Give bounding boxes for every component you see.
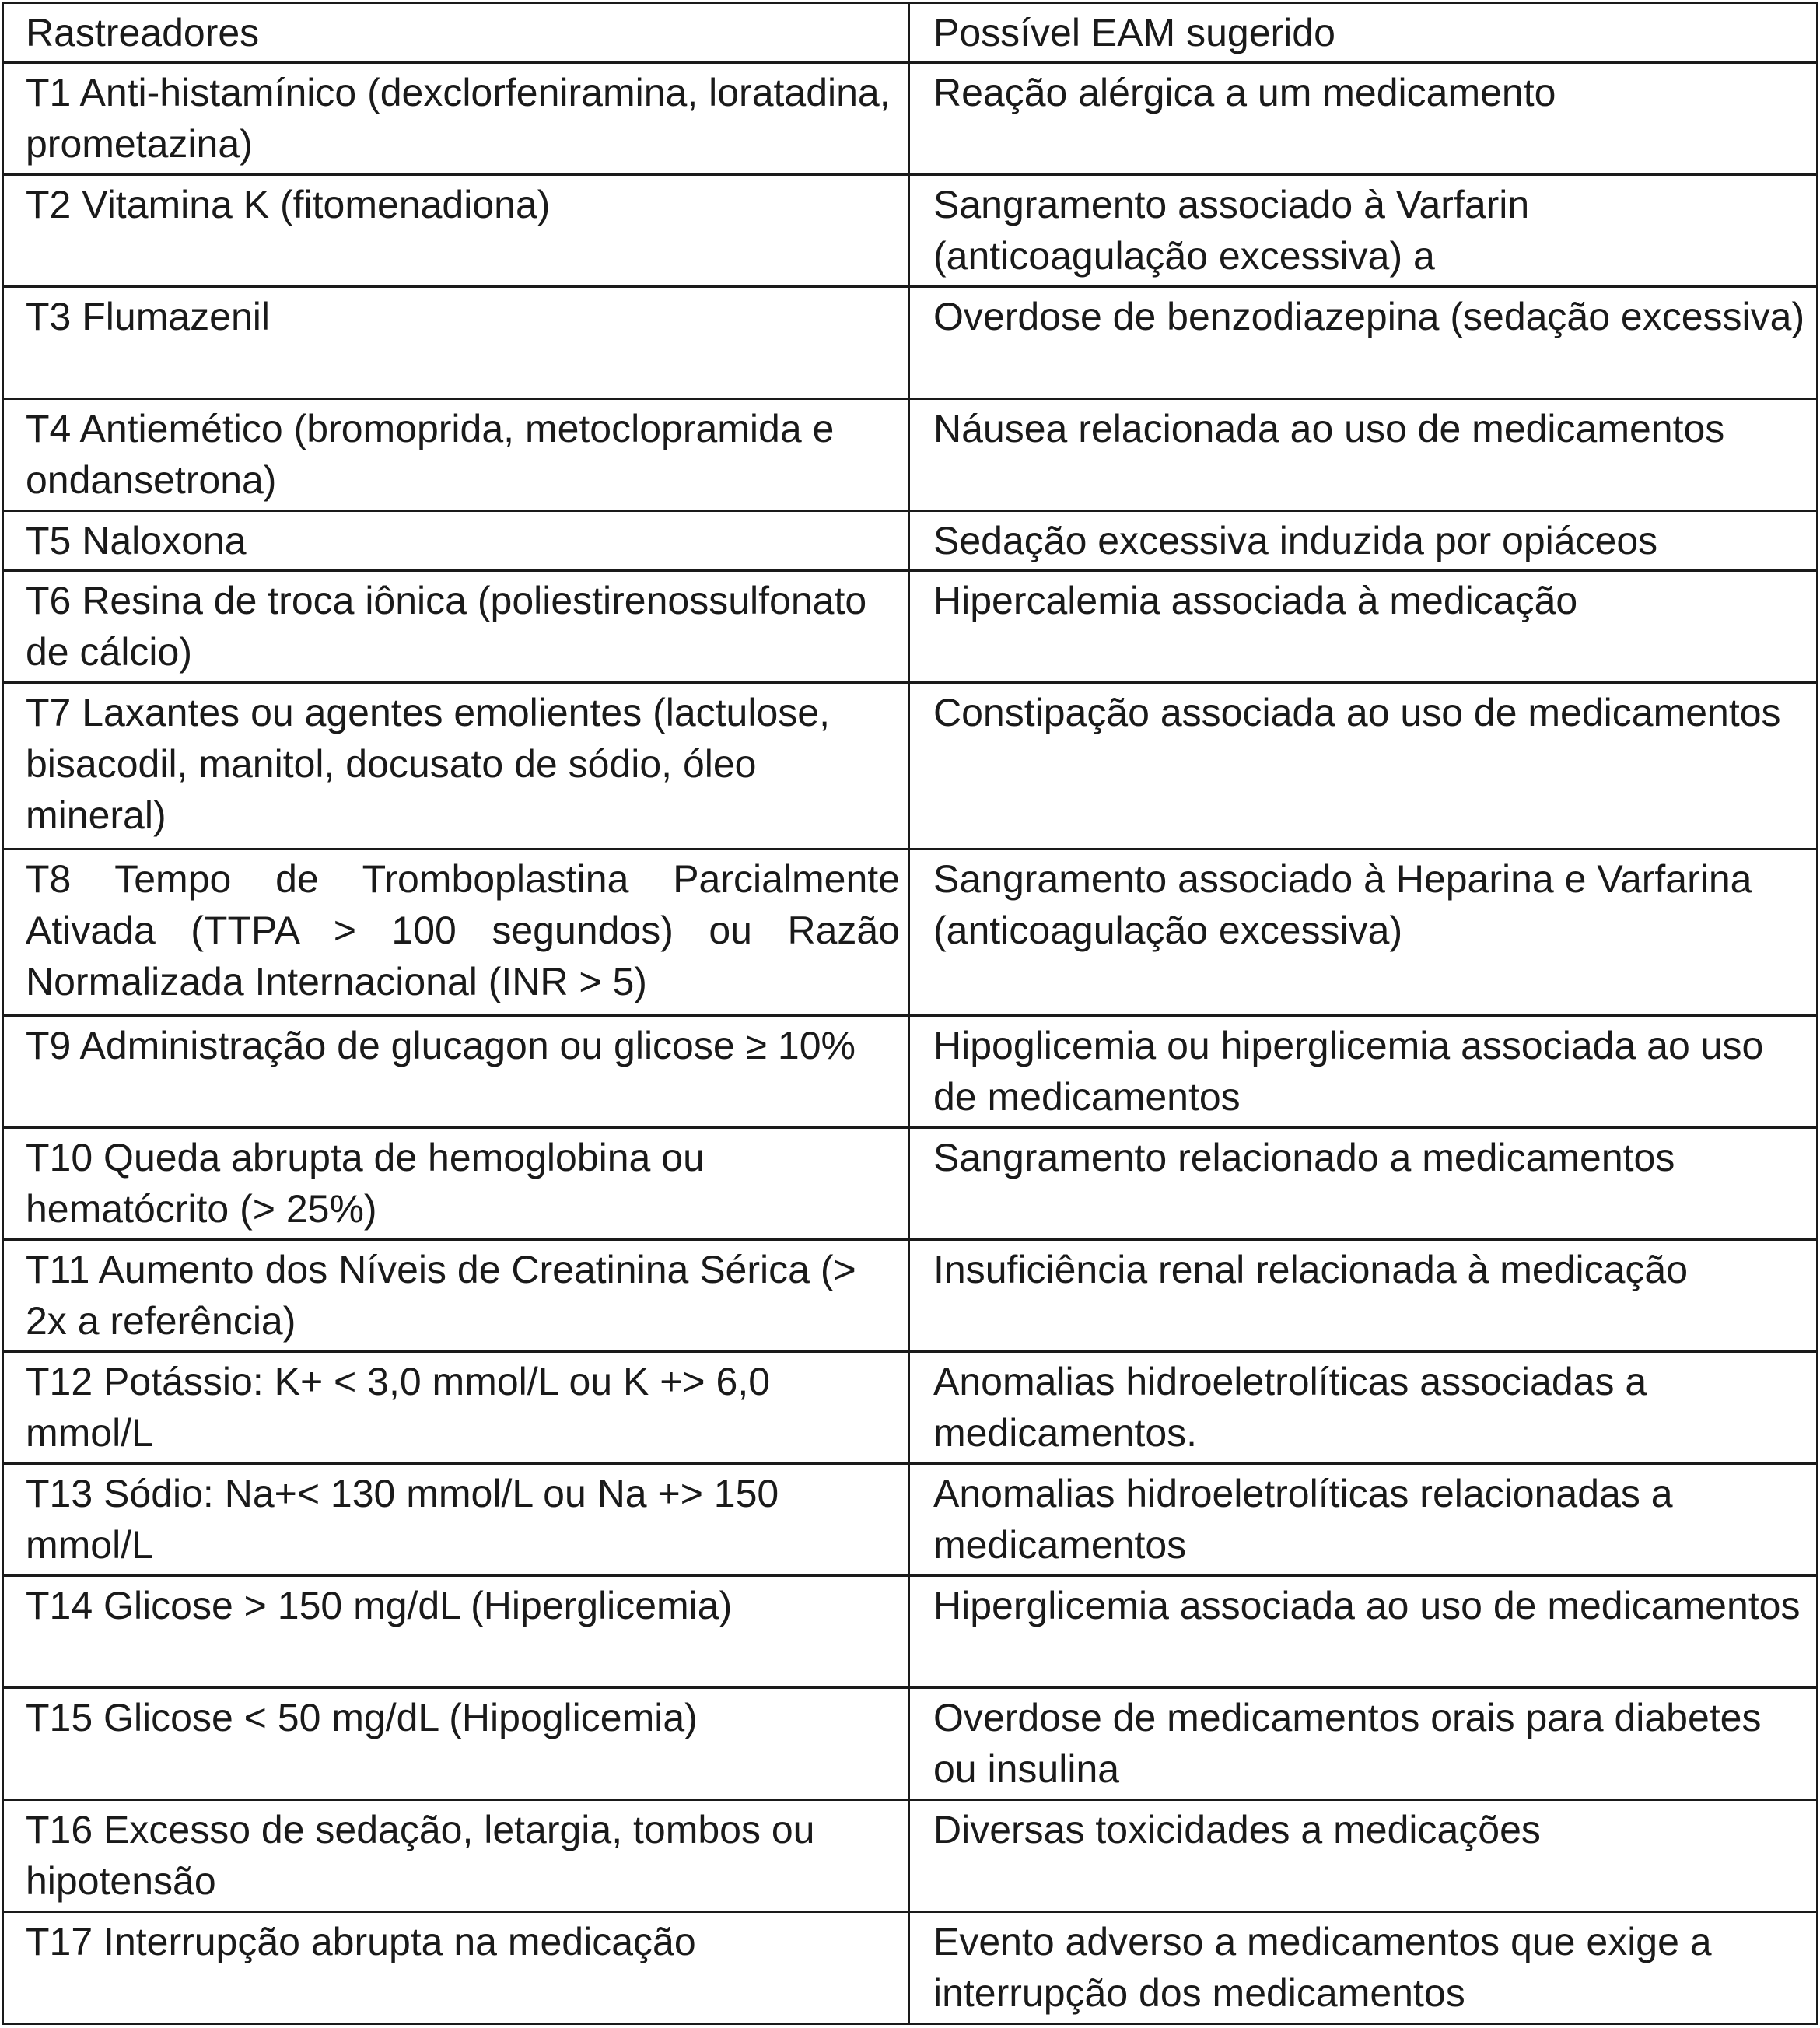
table-row (3, 1912, 1818, 2024)
event-text: Hipercalemia associada à medicação (933, 579, 1578, 622)
event-cell (909, 1128, 1818, 1240)
trigger-text: T8 Tempo de Tromboplastina Parcialmente Ativada (TTPA > 100 segundos) ou Razão Normalizada Internacional (INR > 5) (26, 857, 900, 1003)
header-trigger (3, 3, 909, 63)
table-row (3, 511, 1818, 571)
trigger-text: T17 Interrupção abrupta na medicação (26, 1920, 696, 1963)
event-cell (909, 571, 1818, 683)
event-cell (909, 287, 1818, 399)
trigger-cell (3, 1016, 909, 1128)
event-text: Overdose de medicamentos orais para diabetes ou insulina (933, 1696, 1762, 1791)
event-cell (909, 511, 1818, 571)
event-text: Overdose de benzodiazepina (sedação excessiva) (933, 295, 1805, 338)
trigger-cell (3, 287, 909, 399)
trigger-text: T10 Queda abrupta de hemoglobina ou hematócrito (> 25%) (26, 1136, 705, 1231)
event-cell (909, 1800, 1818, 1912)
trigger-text: T5 Naloxona (26, 519, 247, 562)
table-row (3, 1016, 1818, 1128)
event-cell (909, 1240, 1818, 1352)
event-text: Constipação associada ao uso de medicamentos (933, 691, 1781, 734)
table-row (3, 1240, 1818, 1352)
trigger-cell (3, 1352, 909, 1464)
table-row (3, 1800, 1818, 1912)
event-cell (909, 399, 1818, 511)
event-cell (909, 1352, 1818, 1464)
event-text: Sedação excessiva induzida por opiáceos (933, 519, 1658, 562)
event-text: Diversas toxicidades a medicações (933, 1808, 1541, 1851)
table-row (3, 849, 1818, 1016)
table-row (3, 1464, 1818, 1576)
event-text: Reação alérgica a um medicamento (933, 71, 1556, 114)
table-row (3, 1576, 1818, 1688)
trigger-cell (3, 683, 909, 849)
trigger-text: T7 Laxantes ou agentes emolientes (lactulose, bisacodil, manitol, docusato de sódio, óleo mineral) (26, 691, 830, 837)
event-cell (909, 1912, 1818, 2024)
event-text: Hiperglicemia associada ao uso de medicamentos (933, 1584, 1801, 1627)
table-row (3, 1688, 1818, 1800)
table-row (3, 399, 1818, 511)
table-row (3, 683, 1818, 849)
trigger-text: T2 Vitamina K (fitomenadiona) (26, 183, 551, 226)
event-text: Sangramento associado à Heparina e Varfarina (anticoagulação excessiva) (933, 857, 1752, 952)
event-text: Anomalias hidroeletrolíticas associadas a medicamentos. (933, 1360, 1647, 1455)
event-cell (909, 1464, 1818, 1576)
event-cell (909, 175, 1818, 287)
table-row (3, 287, 1818, 399)
table-row (3, 1128, 1818, 1240)
trigger-cell (3, 1128, 909, 1240)
trigger-text: T16 Excesso de sedação, letargia, tombos ou hipotensão (26, 1808, 815, 1903)
trigger-text: T9 Administração de glucagon ou glicose ≥ 10% (26, 1024, 856, 1067)
trigger-cell (3, 399, 909, 511)
trigger-cell (3, 1576, 909, 1688)
event-text: Anomalias hidroeletrolíticas relacionadas a medicamentos (933, 1472, 1673, 1567)
trigger-cell (3, 849, 909, 1016)
event-cell (909, 849, 1818, 1016)
table-row (3, 1352, 1818, 1464)
event-cell (909, 1688, 1818, 1800)
trigger-cell (3, 1800, 909, 1912)
trigger-cell (3, 63, 909, 175)
event-cell (909, 1016, 1818, 1128)
trigger-cell (3, 175, 909, 287)
trigger-table (2, 2, 1818, 2025)
table-row (3, 63, 1818, 175)
trigger-cell (3, 571, 909, 683)
trigger-text: T4 Antiemético (bromoprida, metoclopramida e ondansetrona) (26, 407, 835, 502)
trigger-text: T13 Sódio: Na+< 130 mmol/L ou Na +> 150 mmol/L (26, 1472, 779, 1567)
event-cell (909, 1576, 1818, 1688)
event-text: Evento adverso a medicamentos que exige a interrupção dos medicamentos (933, 1920, 1712, 2015)
trigger-text: T15 Glicose < 50 mg/dL (Hipoglicemia) (26, 1696, 698, 1739)
trigger-text: T14 Glicose > 150 mg/dL (Hiperglicemia) (26, 1584, 733, 1627)
event-cell (909, 683, 1818, 849)
header-event-label: Possível EAM sugerido (933, 11, 1335, 54)
trigger-cell (3, 1240, 909, 1352)
table-row (3, 571, 1818, 683)
event-text: Insuficiência renal relacionada à medicação (933, 1248, 1689, 1291)
trigger-cell (3, 1464, 909, 1576)
event-text: Hipoglicemia ou hiperglicemia associada ao uso de medicamentos (933, 1024, 1764, 1119)
header-event (909, 3, 1818, 63)
table-row (3, 175, 1818, 287)
trigger-cell (3, 1912, 909, 2024)
trigger-text: T6 Resina de troca iônica (poliestirenossulfonato de cálcio) (26, 579, 867, 674)
trigger-cell (3, 511, 909, 571)
trigger-text: T12 Potássio: K+ < 3,0 mmol/L ou K +> 6,0 mmol/L (26, 1360, 771, 1455)
trigger-text: T11 Aumento dos Níveis de Creatinina Sérica (> 2x a referência) (26, 1248, 856, 1343)
event-text: Náusea relacionada ao uso de medicamentos (933, 407, 1725, 450)
table-header-row (3, 3, 1818, 63)
header-trigger-label: Rastreadores (26, 11, 260, 54)
trigger-text: T1 Anti-histamínico (dexclorfeniramina, loratadina, prometazina) (26, 71, 891, 166)
event-text: Sangramento associado à Varfarin (anticoagulação excessiva) a (933, 183, 1530, 278)
event-text: Sangramento relacionado a medicamentos (933, 1136, 1675, 1179)
trigger-cell (3, 1688, 909, 1800)
event-cell (909, 63, 1818, 175)
trigger-text: T3 Flumazenil (26, 295, 270, 338)
